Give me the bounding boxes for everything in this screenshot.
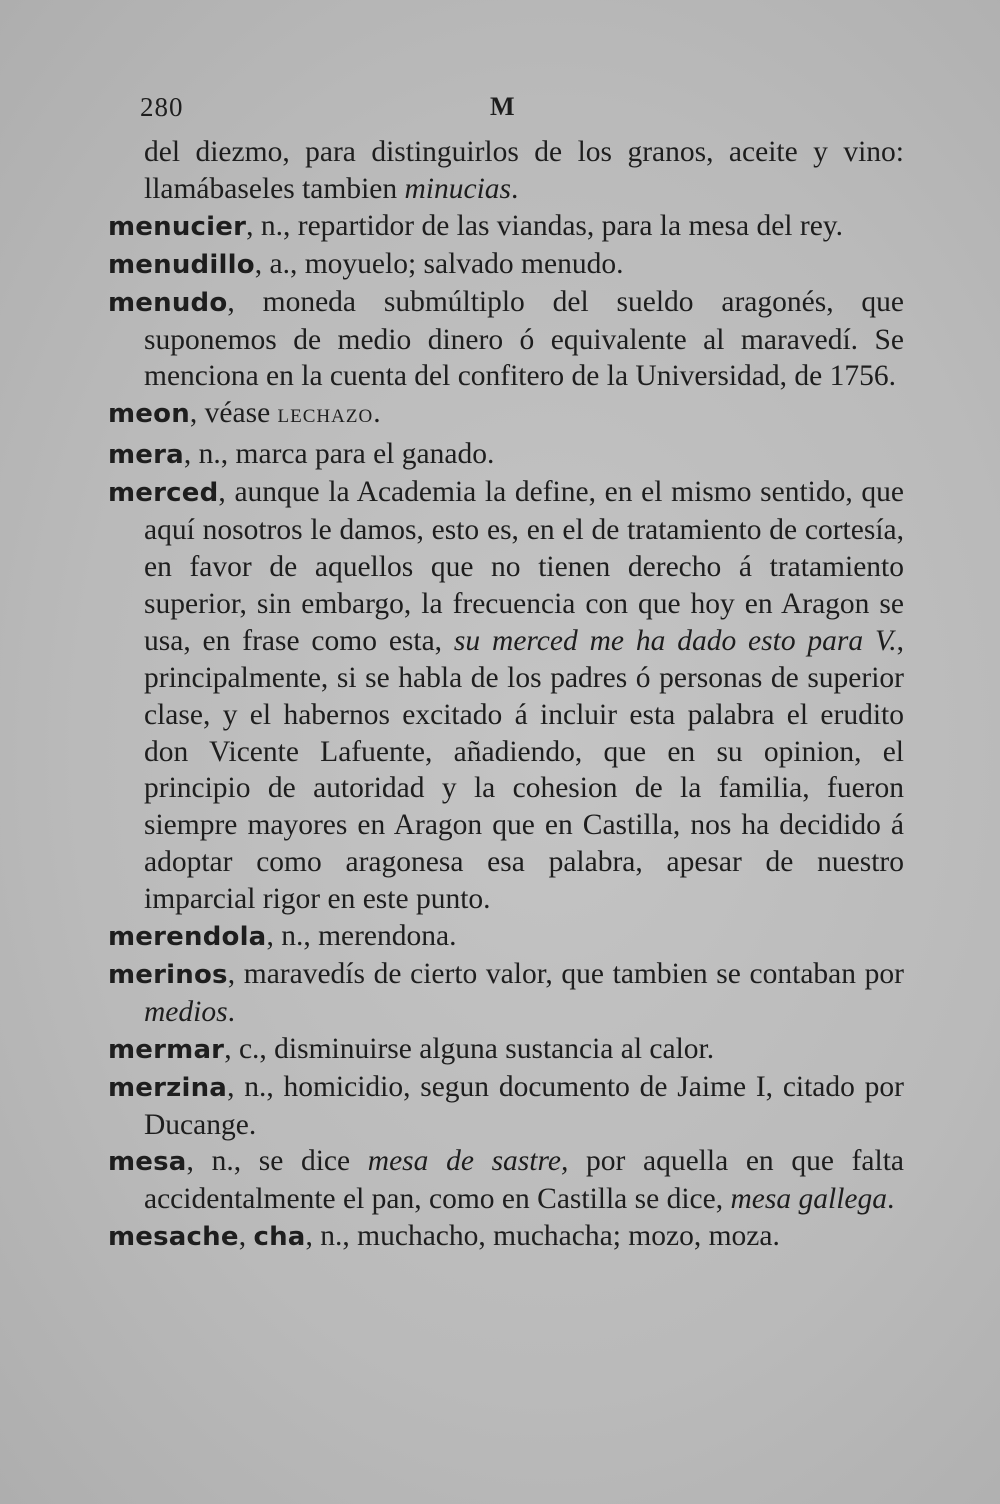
example-phrase-2: mesa gallega bbox=[730, 1183, 887, 1216]
headword: menudillo bbox=[108, 249, 255, 280]
headword: merzina bbox=[108, 1072, 228, 1103]
entry-merzina bbox=[108, 1069, 904, 1144]
headword: meon bbox=[108, 399, 190, 430]
headword: mermar bbox=[108, 1034, 225, 1065]
example-phrase: mesa de sastre, bbox=[367, 1145, 569, 1178]
entry-mermar bbox=[108, 1031, 904, 1069]
entry-meon bbox=[108, 395, 904, 436]
headword: merendola bbox=[108, 922, 267, 953]
entry-text: . bbox=[511, 172, 519, 205]
definition-end: . bbox=[887, 1183, 895, 1216]
definition-end: , principalmente, si se habla de los padres ó personas de superior clase, y el habernos excitado á incluir esta palabra el erudito don Vicente Lafuente, añadiendo, que en su opinion, el principio de autoridad y la cohesion de la familia, fueron siempre mayores en Aragon que en Castilla, nos ha decidido á adoptar como aragonesa esa palabra, apesar de nuestro imparcial rigor en este punto. bbox=[144, 624, 904, 916]
definition-end: . bbox=[227, 995, 235, 1028]
definition: , véase bbox=[189, 397, 278, 430]
entry-merced bbox=[108, 474, 904, 918]
entry-menudillo bbox=[108, 246, 904, 284]
entry-menucier bbox=[108, 208, 904, 246]
definition: , n., se dice bbox=[186, 1145, 368, 1178]
definition: , aunque la Academia la define, en el mismo sentido, que aquí nosotros le damos, esto es, en el de tratamiento de cortesía, en favor de aquellos que no tienen derecho á tratamiento superior, sin embargo, la frecuencia con que hoy en Aragon se usa, en frase como esta, bbox=[144, 476, 904, 657]
entry-mera bbox=[108, 436, 904, 474]
entry-merendola bbox=[108, 918, 904, 956]
headword: mera bbox=[108, 440, 184, 471]
headword: merced bbox=[108, 478, 219, 509]
definition: , moneda submúltiplo del sueldo aragonés, que suponemos de medio dinero ó equivalente al maravedí. Se menciona en la cuenta del confitero de la Universidad, de 1756. bbox=[144, 285, 904, 393]
headword-feminine: cha bbox=[253, 1222, 306, 1253]
entry-continuation bbox=[108, 134, 904, 208]
headword-separator: , bbox=[238, 1220, 254, 1253]
definition: , n., marca para el ganado. bbox=[183, 438, 495, 471]
headword: menucier bbox=[108, 211, 247, 242]
section-letter: M bbox=[490, 92, 515, 121]
page-number: 280 bbox=[140, 92, 184, 122]
entry-menudo bbox=[108, 284, 904, 396]
definition: , n., homicidio, segun documento de Jaime I, citado por Ducange. bbox=[144, 1070, 904, 1141]
running-head bbox=[108, 92, 904, 134]
example-phrase: su merced me ha dado esto para V. bbox=[453, 624, 897, 657]
headword: mesache bbox=[108, 1222, 239, 1253]
headword: menudo bbox=[108, 287, 228, 318]
definition-end: . bbox=[373, 397, 381, 430]
entry-mesa bbox=[108, 1143, 904, 1218]
entry-italic: minucias bbox=[404, 172, 512, 205]
headword: mesa bbox=[108, 1147, 187, 1178]
definition: , a., moyuelo; salvado menudo. bbox=[254, 247, 624, 280]
headword: merinos bbox=[108, 959, 228, 990]
definition: , maravedís de cierto valor, que tambien se contaban por bbox=[227, 957, 904, 990]
cross-reference: LECHAZO bbox=[277, 406, 374, 428]
entry-merinos bbox=[108, 956, 904, 1031]
dictionary-entries bbox=[108, 134, 904, 1256]
entry-text: del diezmo, para distinguirlos de los granos, aceite y vino: llamábaseles tambien bbox=[144, 136, 904, 205]
example-phrase: medios bbox=[144, 995, 228, 1028]
definition: , n., merendona. bbox=[266, 920, 457, 953]
entry-mesache bbox=[108, 1218, 904, 1256]
definition-mid: por aquella en que falta accidentalmente el pan, como en Castilla se dice, bbox=[144, 1145, 904, 1216]
definition: , n., muchacho, muchacha; mozo, moza. bbox=[305, 1220, 780, 1253]
definition: , n., repartidor de las viandas, para la mesa del rey. bbox=[246, 209, 843, 242]
definition: , c., disminuirse alguna sustancia al calor. bbox=[224, 1032, 715, 1065]
